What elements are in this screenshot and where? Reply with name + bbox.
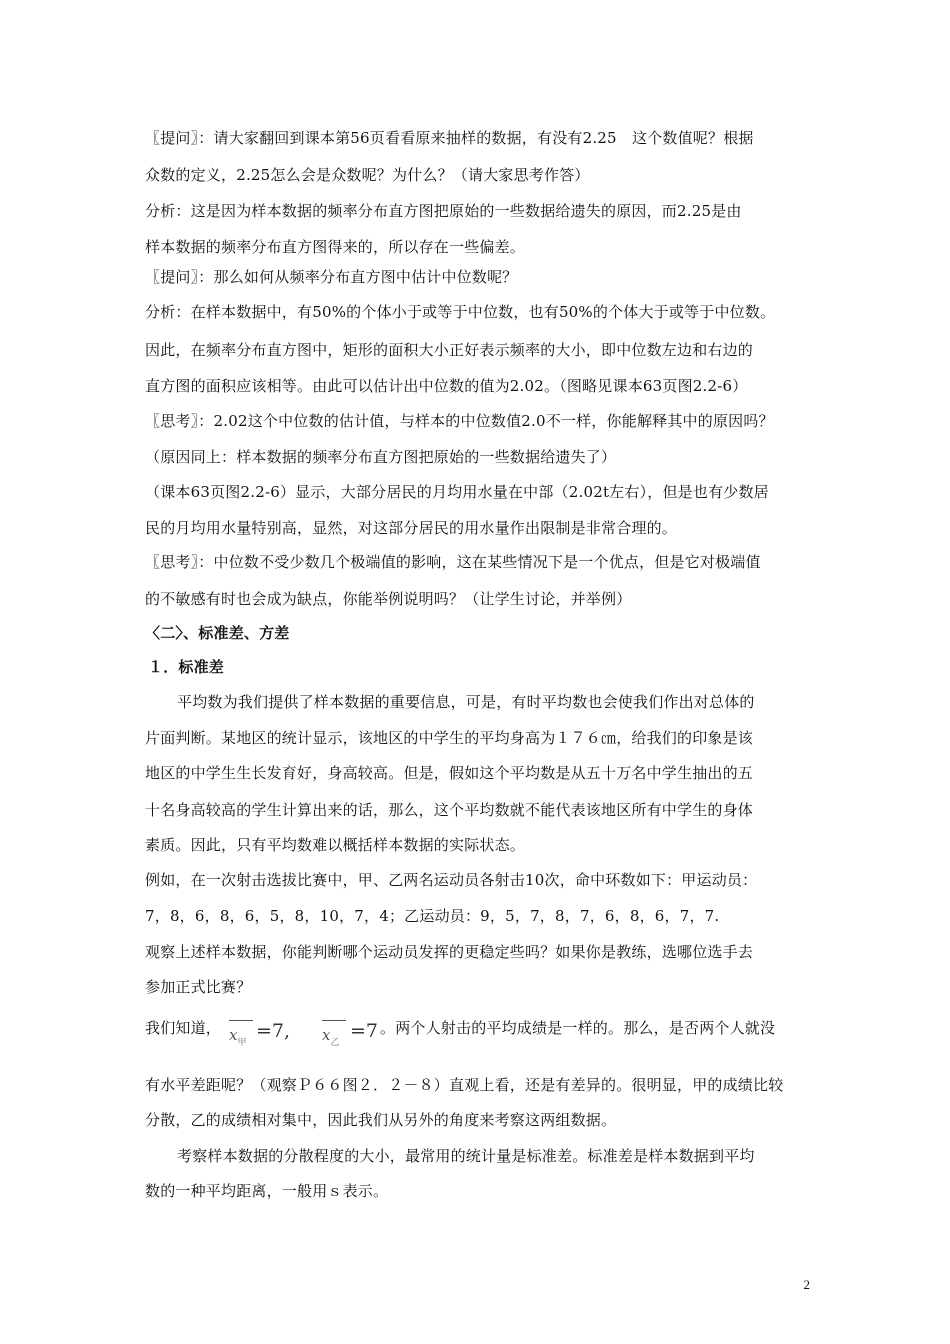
text-line: 众数的定义，2.25怎么会是众数呢？为什么？（请大家思考作答） [145,166,590,184]
mean-yi-value: =7 [350,1020,379,1042]
overline [322,1020,346,1021]
formula-suffix: 。两个人射击的平均成绩是一样的。那么，是否两个人就没 [380,1019,776,1037]
text-line: 样本数据的频率分布直方图得来的，所以存在一些偏差。 [145,238,526,256]
mean-jia-value: =7, [256,1020,291,1042]
text-line: （原因同上：样本数据的频率分布直方图把原始的一些数据给遗失了） [145,448,617,466]
text-line: 有水平差距呢？（观察Ｐ６６图２．２－８）直观上看，还是有差异的。很明显，甲的成绩比较 [145,1076,784,1094]
text-line: 因此，在频率分布直方图中，矩形的面积大小正好表示频率的大小，即中位数左边和右边的 [145,341,754,359]
text-line: 直方图的面积应该相等。由此可以估计出中位数的值为2.02。（图略见课本63页图2.2-6） [145,377,748,395]
text-line: 分析：在样本数据中，有50%的个体小于或等于中位数，也有50%的个体大于或等于中位数。 [145,303,776,321]
text-line: 〖思考〗：中位数不受少数几个极端值的影响，这在某些情况下是一个优点，但是它对极端值 [145,553,761,571]
text-line: 分散，乙的成绩相对集中，因此我们从另外的角度来考察这两组数据。 [145,1111,617,1129]
text-line: 〖提问〗：那么如何从频率分布直方图中估计中位数呢？ [145,268,518,286]
text-line: 〖提问〗：请大家翻回到课本第56页看看原来抽样的数据，有没有2.25 这个数值呢？根据 [145,129,754,147]
paragraph-line: 素质。因此，只有平均数难以概括样本数据的实际状态。 [145,836,526,854]
paragraph-line: 片面判断。某地区的统计显示，该地区的中学生的平均身高为１７６㎝，给我们的印象是该 [145,729,754,747]
text-line: （课本63页图2.2-6）显示，大部分居民的月均用水量在中部（2.02t左右），但是也有少数居 [145,483,769,501]
mean-x-jia: $x_甲$ [229,1026,246,1048]
paragraph-line: 平均数为我们提供了样本数据的重要信息，可是，有时平均数也会使我们作出对总体的 [177,693,755,711]
section-heading: 〈二〉、标准差、方差 [145,624,290,642]
text-line: 民的月均用水量特别高，显然，对这部分居民的用水量作出限制是非常合理的。 [145,519,678,537]
example-line: 例如，在一次射击选拔比赛中，甲、乙两名运动员各射击10次，命中环数如下：甲运动员： [145,871,758,889]
formula-prefix: 我们知道， [145,1019,222,1037]
paragraph-line: 十名身高较高的学生计算出来的话，那么，这个平均数就不能代表该地区所有中学生的身体 [145,801,754,819]
text-line: 的不敏感有时也会成为缺点，你能举例说明吗？（让学生讨论，并举例） [145,590,632,608]
text-line: 数的一种平均距离，一般用ｓ表示。 [145,1182,389,1200]
paragraph-line: 地区的中学生生长发育好，身高较高。但是，假如这个平均数是从五十万名中学生抽出的五 [145,764,754,782]
text-line: 分析：这是因为样本数据的频率分布直方图把原始的一些数据给遗失的原因，而2.25是由 [145,202,742,220]
example-line: 7，8，6，8，6，5，8，10，7，4；乙运动员：9，5，7，8，7，6，8，6，7，7. [145,907,720,925]
text-line: 考察样本数据的分散程度的大小，最常用的统计量是标准差。标准差是样本数据到平均 [177,1147,755,1165]
example-line: 参加正式比赛？ [145,978,252,996]
overline [229,1020,253,1021]
subsection-heading: １．标准差 [148,658,225,676]
text-line: 〖思考〗：2.02这个中位数的估计值，与样本的中位数值2.0不一样，你能解释其中的原因吗？ [145,412,774,430]
page-number: 2 [803,1277,810,1292]
example-line: 观察上述样本数据，你能判断哪个运动员发挥的更稳定些吗？如果你是教练，选哪位选手去 [145,943,754,961]
mean-x-yi: $x_乙$ [322,1026,339,1048]
